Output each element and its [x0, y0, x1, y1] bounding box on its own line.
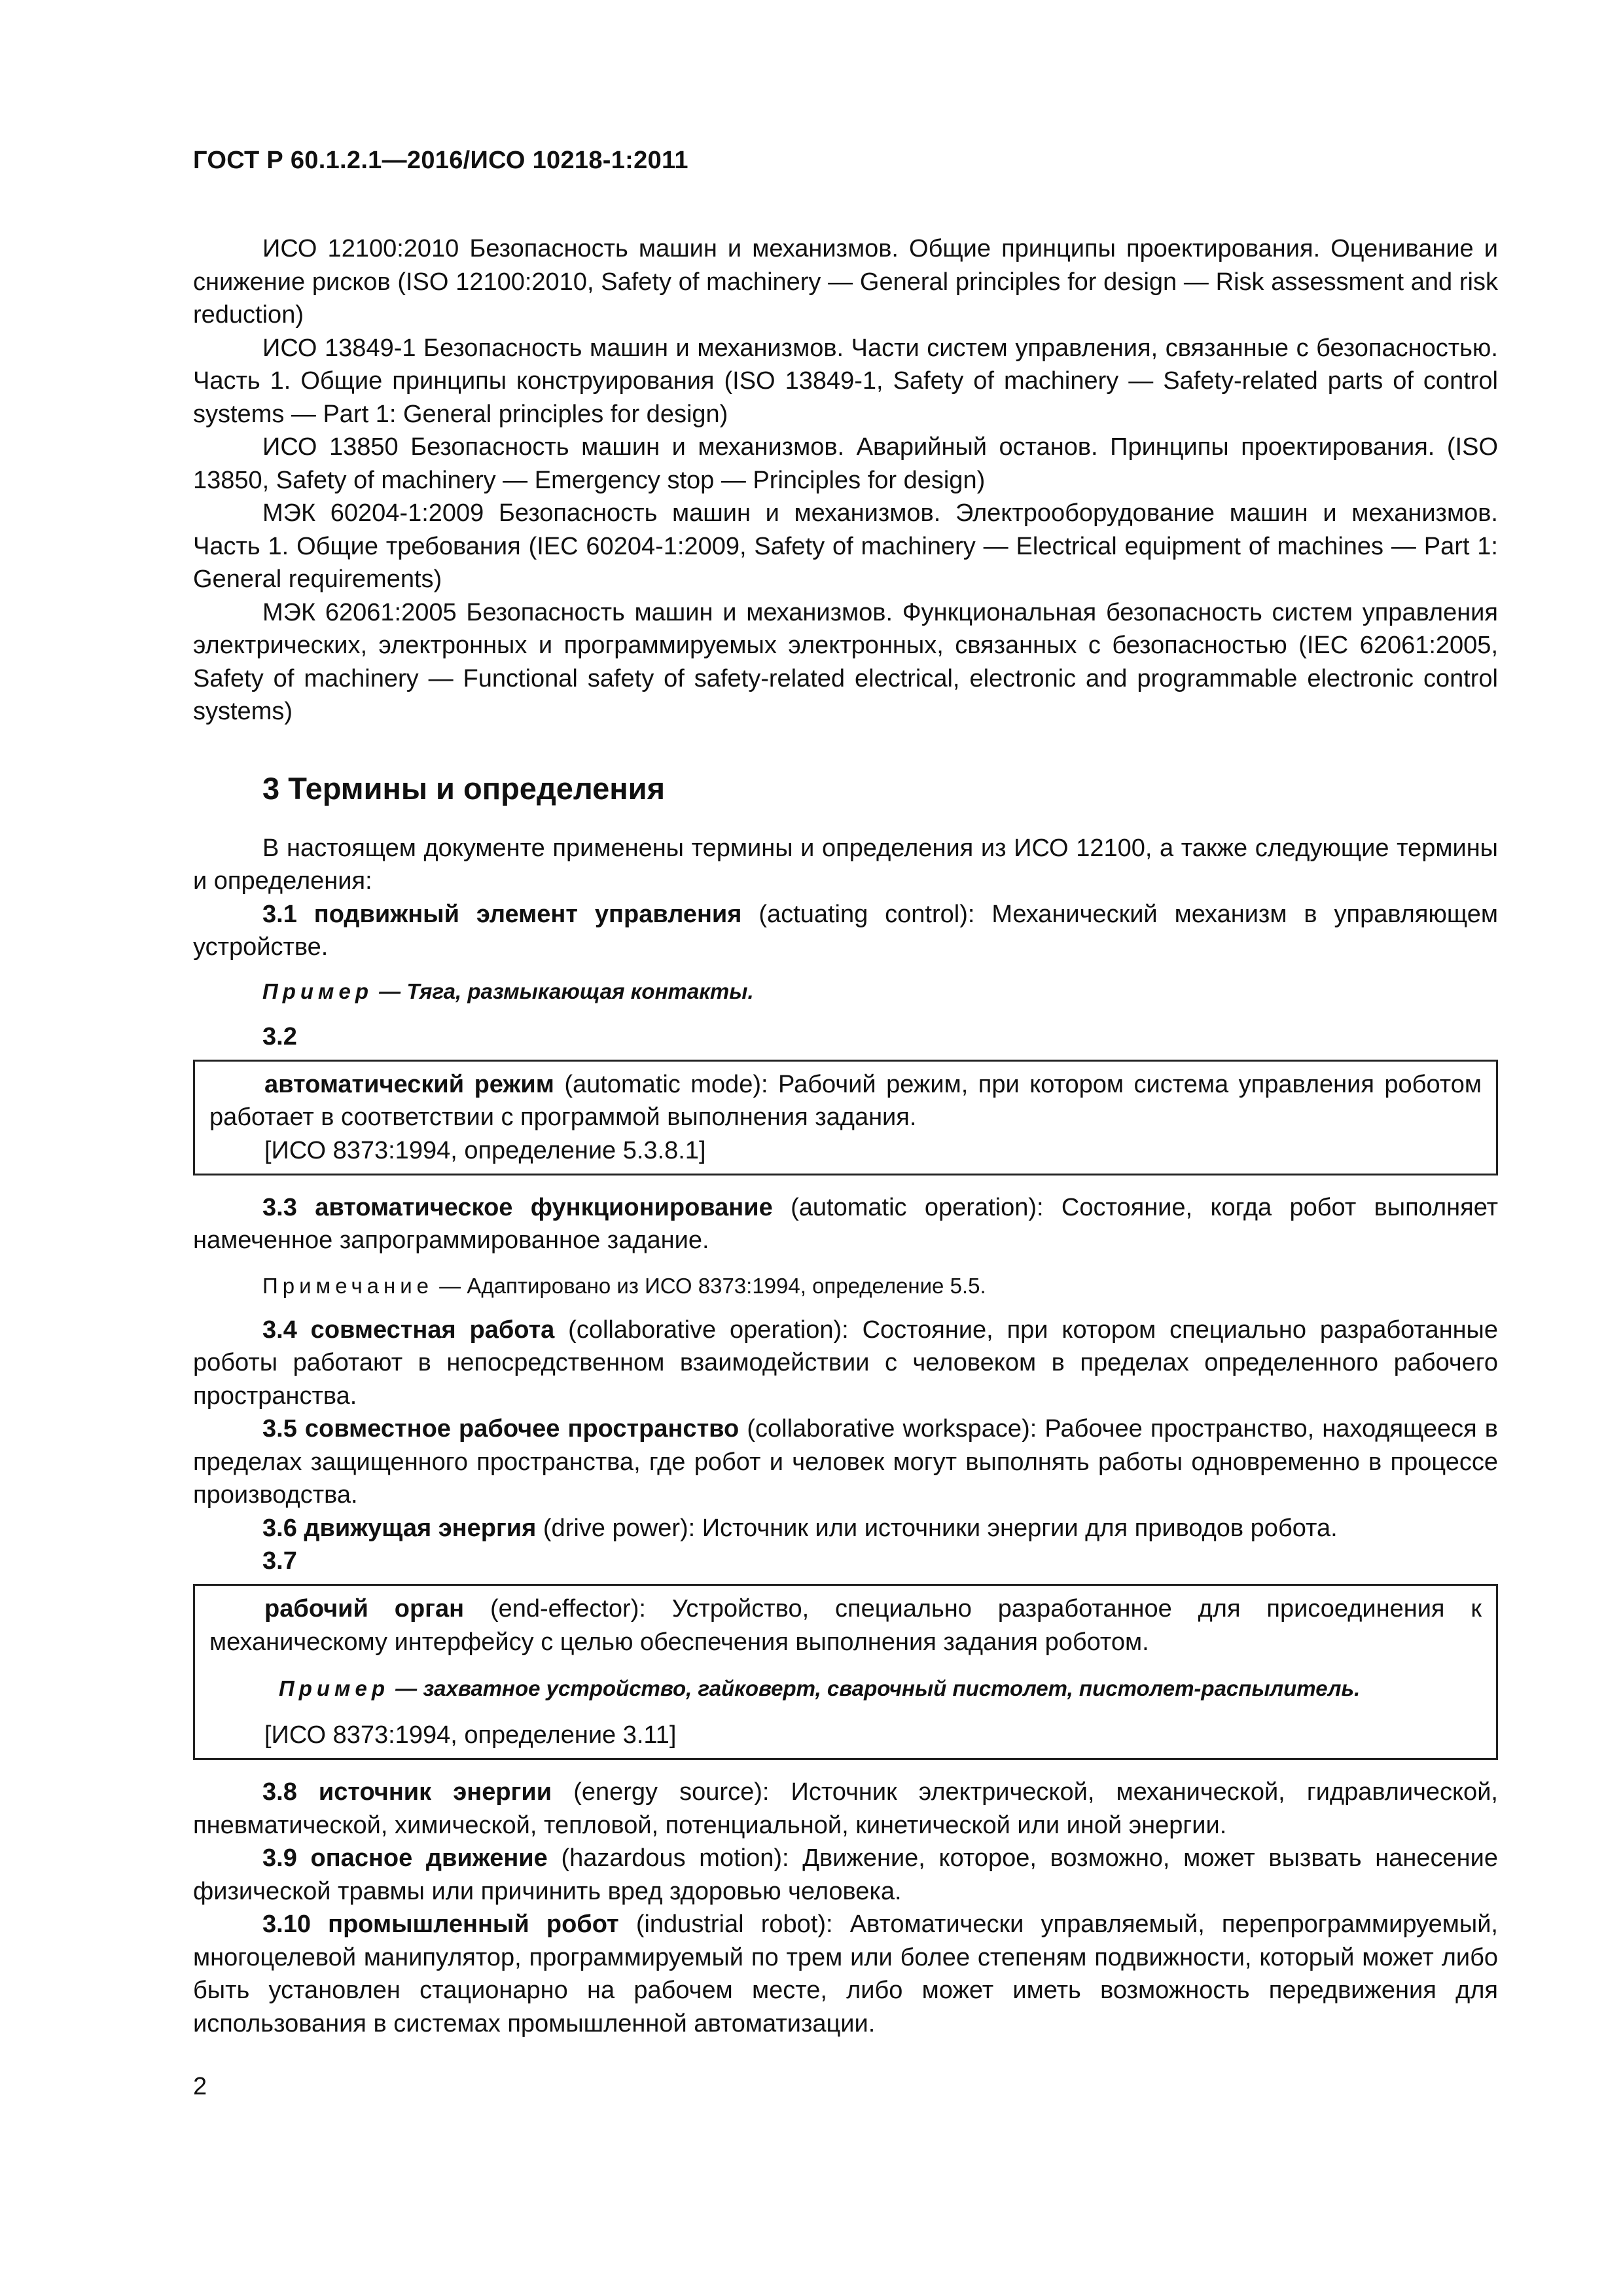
- term-definition: (collaborative workspace): Рабочее пространство, находящееся в пределах защищенного пространства, где робот и человек могут выполнять работы одновременно в процессе производства.: [193, 1415, 1498, 1509]
- section-heading: 3 Термины и определения: [262, 770, 665, 806]
- term-title: 3.9 опасное движение: [262, 1844, 548, 1872]
- term-definition: (automatic operation): Состояние, когда робот выполняет намеченное запрограммированное задание.: [193, 1193, 1498, 1254]
- document-page: [193, 144, 1498, 2040]
- example-3-7: [209, 1673, 1482, 1704]
- term-title: 3.3 автоматическое функционирование: [262, 1193, 773, 1221]
- term-3-3: [193, 1191, 1498, 1257]
- reference-item: МЭК 60204-1:2009 Безопасность машин и механизмов. Электрооборудование машин и механизмов. Часть 1. Общие требования (IEC 60204-1:2009, Safety of machinery — Electrical equipment of machines — Part 1: General requirements): [193, 499, 1498, 593]
- term-title: 3.8 источник энергии: [262, 1778, 552, 1806]
- term-source: [ИСО 8373:1994, определение 3.11]: [264, 1721, 677, 1749]
- reference-item: ИСО 12100:2010 Безопасность машин и механизмов. Общие принципы проектирования. Оценивание и снижение рисков (ISO 12100:2010, Safety of machinery — General principles for design — Risk assessment and risk reduction): [193, 235, 1498, 329]
- term-definition: (energy source): Источник электрической, механической, гидравлической, пневматической, химической, тепловой, потенциальной, кинетической или иной энергии.: [193, 1778, 1498, 1839]
- term-definition: (hazardous motion): Движение, которое, возможно, может вызвать нанесение физической травмы или причинить вред здоровью человека.: [193, 1844, 1498, 1905]
- page-number: 2: [193, 2073, 207, 2100]
- example-text: — захватное устройство, гайковерт, сварочный пистолет, пистолет-распылитель.: [389, 1676, 1361, 1700]
- term-3-5: [193, 1412, 1498, 1512]
- term-title: 3.10 промышленный робот: [262, 1910, 619, 1938]
- term-definition: (collaborative operation): Состояние, при котором специально разработанные роботы работают в непосредственном взаимодействии с человеком в пределах определенного рабочего пространства.: [193, 1316, 1499, 1410]
- reference-item: ИСО 13849-1 Безопасность машин и механизмов. Части систем управления, связанные с безопасностью. Часть 1. Общие принципы конструирования (ISO 13849-1, Safety of machinery — Safety-related parts of control systems — Part 1: General principles for design): [193, 334, 1498, 428]
- term-title: автоматический режим: [264, 1070, 554, 1098]
- term-title: 3.6 движущая энергия: [262, 1514, 537, 1542]
- term-3-6: [193, 1512, 1498, 1545]
- term-3-2: [209, 1068, 1482, 1134]
- note-label: Примечание: [262, 1273, 434, 1298]
- term-title: рабочий орган: [264, 1595, 465, 1623]
- term-number-3-2: 3.2: [262, 1022, 297, 1050]
- term-title: 3.1 подвижный элемент управления: [262, 900, 742, 928]
- term-3-7: [209, 1592, 1482, 1659]
- term-number-3-7: 3.7: [262, 1547, 297, 1575]
- term-definition: (industrial robot): Автоматически управляемый, перепрограммируемый, многоцелевой манипулятор, программируемый по трем или более степеням подвижности, который может либо быть установлен стационарно на рабочем месте, либо может иметь возможность передвижения для использования в системах промышленной автоматизации.: [193, 1910, 1498, 2037]
- note-text: — Адаптировано из ИСО 8373:1994, определение 5.5.: [433, 1273, 986, 1298]
- term-3-10: [193, 1908, 1498, 2040]
- term-definition: (drive power): Источник или источники энергии для приводов робота.: [536, 1514, 1338, 1542]
- term-box-3-2: [193, 1060, 1498, 1175]
- section-intro: В настоящем документе применены термины и определения из ИСО 12100, а также следующие термины и определения:: [193, 834, 1498, 895]
- reference-item: МЭК 62061:2005 Безопасность машин и механизмов. Функциональная безопасность систем управления электрических, электронных и программируемых электронных, связанных с безопасностью (IEC 62061:2005, Safety of machinery — Functional safety of safety-related electrical, electronic and programmable electronic control systems): [193, 598, 1498, 725]
- term-definition: (automatic mode): Рабочий режим, при котором система управления роботом работает в соответствии с программой выполнения задания.: [209, 1070, 1482, 1131]
- term-source: [ИСО 8373:1994, определение 5.3.8.1]: [264, 1136, 706, 1164]
- reference-item: ИСО 13850 Безопасность машин и механизмов. Аварийный останов. Принципы проектирования. (ISO 13850, Safety of machinery — Emergency stop — Principles for design): [193, 433, 1498, 494]
- example-text: — Тяга, размыкающая контакты.: [372, 978, 754, 1003]
- example-label: Пример: [262, 978, 373, 1003]
- references-list: [193, 232, 1498, 728]
- example-label: Пример: [279, 1676, 389, 1700]
- term-definition: (actuating control): Механический механизм в управляющем устройстве.: [193, 900, 1498, 961]
- term-box-3-7: [193, 1584, 1498, 1760]
- term-definition: (end-effector): Устройство, специально разработанное для присоединения к механическому интерфейсу с целью обеспечения выполнения задания роботом.: [209, 1595, 1482, 1656]
- example-3-1: [262, 977, 1498, 1006]
- document-header: ГОСТ Р 60.1.2.1—2016/ИСО 10218-1:2011: [193, 147, 688, 174]
- term-3-8: [193, 1776, 1498, 1842]
- term-3-9: [193, 1842, 1498, 1908]
- term-title: 3.5 совместное рабочее пространство: [262, 1415, 740, 1443]
- term-3-1: [193, 898, 1498, 964]
- term-3-4: [193, 1314, 1498, 1413]
- note-3-3: [262, 1272, 1498, 1300]
- term-title: 3.4 совместная работа: [262, 1316, 555, 1344]
